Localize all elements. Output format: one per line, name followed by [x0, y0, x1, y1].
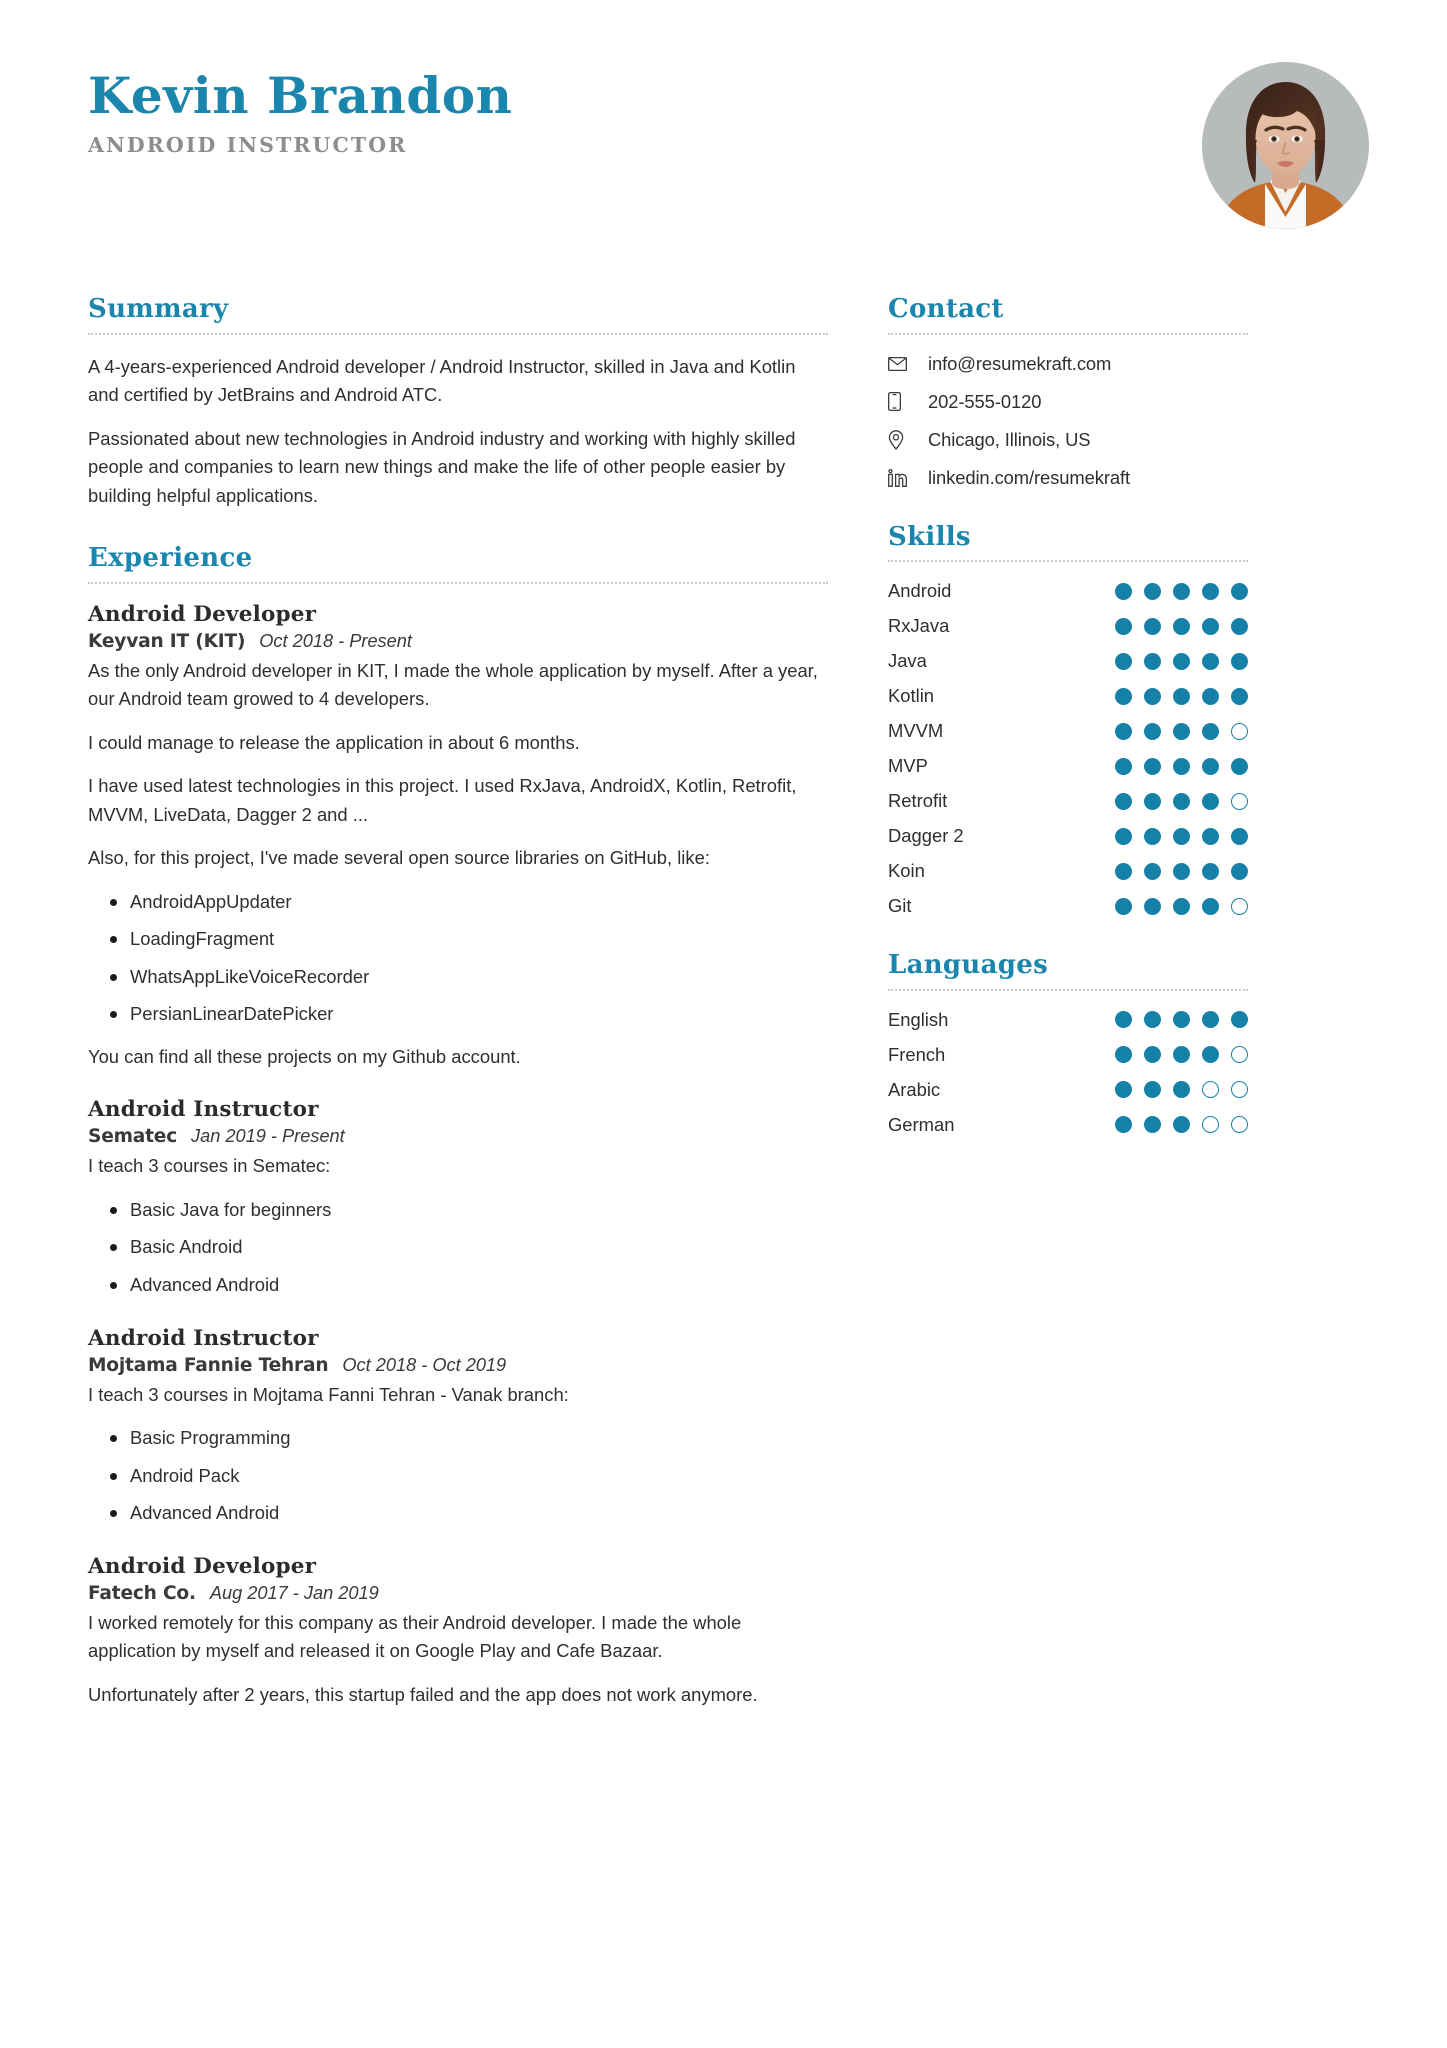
profile-photo-icon	[1202, 62, 1369, 229]
rating-dot-filled	[1231, 583, 1248, 600]
rating-dot-filled	[1202, 1046, 1219, 1063]
candidate-job-title: ANDROID INSTRUCTOR	[88, 132, 408, 157]
entry-paragraph: I teach 3 courses in Mojtama Fanni Tehran - Vanak branch:	[88, 1383, 569, 1405]
section-divider	[88, 582, 828, 584]
entry-role: Android Instructor	[88, 1097, 319, 1123]
language-label: English	[888, 1008, 949, 1030]
skill-label: Git	[888, 895, 912, 917]
skill-row	[888, 790, 1248, 812]
rating-dot-empty	[1231, 1046, 1248, 1063]
rating-dot-filled	[1202, 653, 1219, 670]
rating-dot-empty	[1231, 723, 1248, 740]
skill-rating-dots	[1115, 758, 1248, 775]
entry-role: Android Instructor	[88, 1325, 319, 1351]
rating-dot-filled	[1115, 1116, 1132, 1133]
rating-dot-filled	[1144, 863, 1161, 880]
list-item: Advanced Android	[88, 1499, 828, 1528]
list-item: Basic Java for beginners	[88, 1196, 828, 1225]
entry-role: Android Developer	[88, 601, 317, 627]
rating-dot-filled	[1144, 688, 1161, 705]
skill-rating-dots	[1115, 688, 1248, 705]
rating-dot-filled	[1173, 618, 1190, 635]
rating-dot-filled	[1115, 723, 1132, 740]
location-pin-icon	[888, 430, 914, 450]
contact-value: 202-555-0120	[928, 390, 1042, 412]
rating-dot-filled	[1202, 618, 1219, 635]
language-label: Arabic	[888, 1078, 941, 1100]
resume-header	[0, 0, 1447, 229]
entry-paragraph: Also, for this project, I've made several open source libraries on GitHub, like:	[88, 847, 710, 869]
contact-item-linkedin[interactable]	[888, 467, 1248, 489]
rating-dot-filled	[1173, 653, 1190, 670]
entry-company: Sematec	[88, 1126, 178, 1148]
rating-dot-empty	[1231, 793, 1248, 810]
rating-dot-filled	[1231, 618, 1248, 635]
rating-dot-empty	[1231, 898, 1248, 915]
rating-dot-filled	[1202, 758, 1219, 775]
rating-dot-filled	[1202, 793, 1219, 810]
rating-dot-filled	[1115, 793, 1132, 810]
list-item: Android Pack	[88, 1462, 828, 1491]
entry-meta	[88, 1126, 828, 1147]
rating-dot-filled	[1173, 1116, 1190, 1133]
skill-rating-dots	[1115, 618, 1248, 635]
rating-dot-filled	[1173, 583, 1190, 600]
rating-dot-filled	[1173, 1081, 1190, 1098]
section-divider	[888, 989, 1248, 991]
rating-dot-filled	[1144, 793, 1161, 810]
skill-row	[888, 580, 1248, 602]
skill-label: Java	[888, 650, 927, 672]
entry-meta	[88, 1583, 828, 1604]
skill-row	[888, 895, 1248, 917]
rating-dot-filled	[1202, 1011, 1219, 1028]
rating-dot-filled	[1173, 863, 1190, 880]
section-divider	[88, 333, 828, 335]
language-row	[888, 1044, 1248, 1066]
rating-dot-filled	[1115, 828, 1132, 845]
contact-value: linkedin.com/resumekraft	[928, 466, 1131, 488]
skill-label: Koin	[888, 860, 925, 882]
experience-section	[88, 544, 828, 1709]
skill-row	[888, 685, 1248, 707]
skill-row	[888, 650, 1248, 672]
skill-rating-dots	[1115, 898, 1248, 915]
skill-rating-dots	[1115, 828, 1248, 845]
rating-dot-filled	[1115, 618, 1132, 635]
rating-dot-filled	[1115, 898, 1132, 915]
skills-section	[888, 523, 1248, 918]
contact-value: Chicago, Illinois, US	[928, 428, 1091, 450]
rating-dot-empty	[1231, 1081, 1248, 1098]
rating-dot-filled	[1202, 828, 1219, 845]
rating-dot-filled	[1173, 723, 1190, 740]
rating-dot-filled	[1144, 723, 1161, 740]
resume-body	[0, 295, 1447, 1711]
rating-dot-empty	[1231, 1116, 1248, 1133]
rating-dot-filled	[1231, 758, 1248, 775]
rating-dot-filled	[1173, 793, 1190, 810]
language-rating-dots	[1115, 1116, 1248, 1133]
entry-paragraph: I could manage to release the application in about 6 months.	[88, 731, 580, 753]
skill-row	[888, 720, 1248, 742]
entry-bullet-list	[88, 888, 828, 1029]
entry-company: Mojtama Fannie Tehran	[88, 1354, 329, 1376]
rating-dot-filled	[1173, 1046, 1190, 1063]
languages-list	[888, 1009, 1248, 1136]
header-identity	[88, 62, 513, 157]
rating-dot-filled	[1144, 1046, 1161, 1063]
language-rating-dots	[1115, 1081, 1248, 1098]
skill-label: Kotlin	[888, 685, 935, 707]
summary-paragraph: A 4-years-experienced Android developer / Android Instructor, skilled in Java and Kotlin and certified by JetBrains and Android ATC.	[88, 355, 796, 406]
rating-dot-filled	[1115, 863, 1132, 880]
avatar	[1202, 62, 1369, 229]
list-item: AndroidAppUpdater	[88, 888, 828, 917]
rating-dot-filled	[1144, 1011, 1161, 1028]
rating-dot-filled	[1144, 898, 1161, 915]
envelope-icon	[888, 357, 914, 371]
entry-company: Fatech Co.	[88, 1582, 196, 1604]
language-label: German	[888, 1113, 955, 1135]
rating-dot-filled	[1173, 1011, 1190, 1028]
rating-dot-filled	[1115, 1011, 1132, 1028]
rating-dot-filled	[1173, 898, 1190, 915]
language-row	[888, 1114, 1248, 1136]
entry-meta	[88, 1355, 828, 1376]
skill-rating-dots	[1115, 723, 1248, 740]
skill-row	[888, 615, 1248, 637]
summary-heading: Summary	[88, 294, 229, 324]
rating-dot-filled	[1231, 1011, 1248, 1028]
entry-dates: Oct 2018 - Oct 2019	[342, 1354, 507, 1375]
skill-label: MVVM	[888, 720, 944, 742]
rating-dot-filled	[1115, 1081, 1132, 1098]
phone-icon	[888, 392, 914, 411]
skill-row	[888, 825, 1248, 847]
skill-rating-dots	[1115, 653, 1248, 670]
entry-bullet-list	[88, 1196, 828, 1300]
rating-dot-filled	[1144, 758, 1161, 775]
rating-dot-filled	[1115, 758, 1132, 775]
skill-rating-dots	[1115, 583, 1248, 600]
skill-rating-dots	[1115, 863, 1248, 880]
summary-section	[88, 295, 828, 510]
list-item: Basic Programming	[88, 1424, 828, 1453]
rating-dot-filled	[1202, 583, 1219, 600]
skill-rating-dots	[1115, 793, 1248, 810]
candidate-name: Kevin Brandon	[88, 66, 513, 125]
entry-company: Keyvan IT (KIT)	[88, 630, 246, 652]
entry-paragraph: I teach 3 courses in Sematec:	[88, 1155, 331, 1177]
rating-dot-filled	[1144, 618, 1161, 635]
summary-body	[88, 353, 828, 511]
contact-heading: Contact	[888, 294, 1004, 324]
language-row	[888, 1079, 1248, 1101]
skill-label: Retrofit	[888, 790, 948, 812]
entry-paragraph: Unfortunately after 2 years, this startup failed and the app does not work anymore.	[88, 1683, 758, 1705]
contact-list	[888, 353, 1248, 489]
rating-dot-filled	[1144, 1081, 1161, 1098]
entry-dates: Jan 2019 - Present	[191, 1126, 345, 1147]
rating-dot-filled	[1202, 863, 1219, 880]
list-item: LoadingFragment	[88, 925, 828, 954]
entry-dates: Aug 2017 - Jan 2019	[209, 1582, 379, 1603]
experience-entry	[88, 1554, 828, 1710]
language-rating-dots	[1115, 1011, 1248, 1028]
rating-dot-filled	[1231, 653, 1248, 670]
languages-heading: Languages	[888, 950, 1049, 981]
skill-label: Android	[888, 580, 952, 602]
entry-role: Android Developer	[88, 1553, 317, 1579]
rating-dot-filled	[1231, 863, 1248, 880]
rating-dot-filled	[1231, 828, 1248, 845]
rating-dot-empty	[1202, 1116, 1219, 1133]
rating-dot-empty	[1202, 1081, 1219, 1098]
sidebar-column	[888, 295, 1248, 1138]
summary-paragraph: Passionated about new technologies in Android industry and working with highly skilled people and companies to learn new things and make the life of other people easier by building helpful applications.	[88, 427, 796, 506]
skills-heading: Skills	[888, 521, 971, 552]
skill-label: RxJava	[888, 615, 950, 637]
rating-dot-filled	[1202, 898, 1219, 915]
section-divider	[888, 333, 1248, 335]
skill-label: Dagger 2	[888, 825, 964, 847]
rating-dot-filled	[1115, 583, 1132, 600]
language-label: French	[888, 1043, 946, 1065]
linkedin-icon	[888, 469, 914, 487]
rating-dot-filled	[1115, 653, 1132, 670]
rating-dot-filled	[1202, 688, 1219, 705]
section-divider	[888, 560, 1248, 562]
entry-paragraph: I have used latest technologies in this project. I used RxJava, AndroidX, Kotlin, Retrofit, MVVM, LiveData, Dagger 2 and ...	[88, 775, 797, 825]
entry-meta	[88, 631, 828, 652]
main-column	[88, 295, 888, 1711]
entry-paragraph: You can find all these projects on my Github account.	[88, 1045, 521, 1067]
rating-dot-filled	[1202, 723, 1219, 740]
entry-paragraph: I worked remotely for this company as their Android developer. I made the whole application by myself and released it on Google Play and Cafe Bazaar.	[88, 1611, 742, 1662]
contact-section	[888, 295, 1248, 489]
contact-item-email[interactable]	[888, 353, 1248, 375]
skill-label: MVP	[888, 755, 928, 777]
rating-dot-filled	[1144, 828, 1161, 845]
entry-dates: Oct 2018 - Present	[259, 630, 412, 651]
experience-entry	[88, 1326, 828, 1528]
experience-entry	[88, 1097, 828, 1299]
rating-dot-filled	[1173, 688, 1190, 705]
contact-item-location[interactable]	[888, 429, 1248, 451]
rating-dot-filled	[1115, 688, 1132, 705]
experience-entry	[88, 602, 828, 1072]
rating-dot-filled	[1231, 688, 1248, 705]
experience-heading: Experience	[88, 543, 253, 574]
rating-dot-filled	[1144, 583, 1161, 600]
rating-dot-filled	[1144, 1116, 1161, 1133]
rating-dot-filled	[1115, 1046, 1132, 1063]
skill-row	[888, 755, 1248, 777]
languages-section	[888, 951, 1248, 1136]
entry-paragraph: As the only Android developer in KIT, I made the whole application by myself. After a year, our Android team growed to 4 developers.	[88, 659, 818, 710]
rating-dot-filled	[1173, 758, 1190, 775]
list-item: PersianLinearDatePicker	[88, 1000, 828, 1029]
rating-dot-filled	[1173, 828, 1190, 845]
rating-dot-filled	[1144, 653, 1161, 670]
language-row	[888, 1009, 1248, 1031]
contact-value: info@resumekraft.com	[928, 352, 1112, 374]
skills-list	[888, 580, 1248, 917]
skill-row	[888, 860, 1248, 882]
contact-item-phone[interactable]	[888, 391, 1248, 413]
entry-bullet-list	[88, 1424, 828, 1528]
language-rating-dots	[1115, 1046, 1248, 1063]
list-item: WhatsAppLikeVoiceRecorder	[88, 963, 828, 992]
list-item: Advanced Android	[88, 1271, 828, 1300]
list-item: Basic Android	[88, 1233, 828, 1262]
